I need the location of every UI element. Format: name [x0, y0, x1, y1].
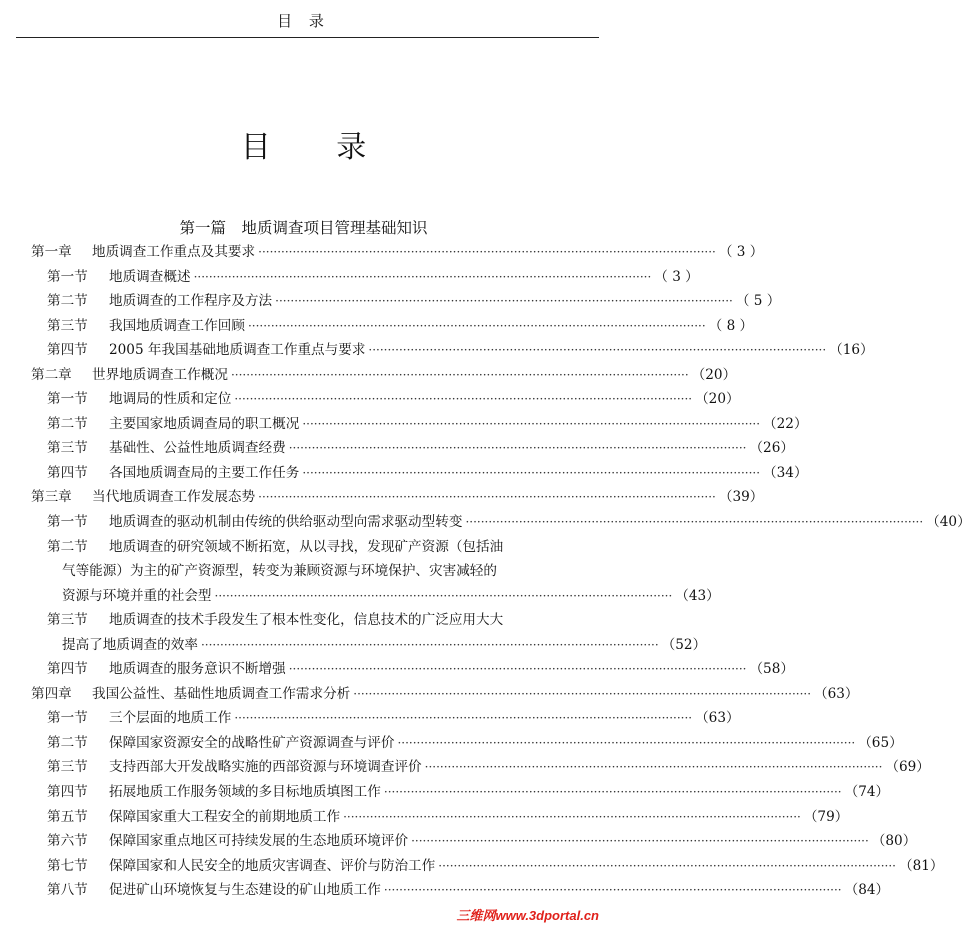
toc-entry-number: 第四节: [47, 464, 88, 481]
header-rule: [16, 37, 599, 38]
toc-line: [0, 682, 859, 707]
toc-entry-number: 第二节: [47, 734, 88, 751]
dot-leader: [289, 436, 747, 461]
toc-line: [0, 657, 794, 682]
dot-leader: [411, 829, 869, 854]
toc-section-entry: [0, 829, 917, 854]
toc-page-number: （81）: [898, 857, 944, 874]
toc-section-entry: [0, 265, 699, 290]
dot-leader: [343, 805, 801, 830]
toc-section-entry: [0, 510, 971, 535]
toc-section-entry: [0, 461, 808, 486]
toc-section-entry: [0, 289, 781, 314]
toc-chapter-entry: [0, 485, 764, 510]
toc-section-entry: [0, 535, 720, 609]
toc-line: [0, 829, 917, 854]
toc-line: [0, 461, 808, 486]
toc-entry-number: 第一节: [47, 514, 88, 531]
toc-page-number: （58）: [749, 661, 794, 678]
toc-section-entry: [0, 436, 794, 461]
toc-section-entry: [0, 314, 754, 339]
toc-page-number: （63）: [695, 710, 740, 727]
toc-entry-number: 第四节: [47, 784, 88, 801]
toc-entry-number: 第二节: [47, 293, 88, 310]
toc-entry-title: 地质调查的技术手段发生了根本性变化，信息技术的广泛应用大大: [109, 612, 504, 629]
toc-section-entry: [0, 780, 890, 805]
toc-section-entry: [0, 657, 794, 682]
toc-chapter-entry: [0, 240, 764, 265]
toc-line: [0, 436, 794, 461]
toc-page-number: （40）: [926, 514, 971, 531]
toc-page-number: （79）: [803, 808, 849, 825]
toc-entry-number: 第三章: [31, 489, 72, 506]
toc-entry-title: 保障国家和人民安全的地质灾害调查、评价与防治工作: [109, 857, 436, 874]
toc-line: [0, 854, 944, 879]
dot-leader: [231, 363, 689, 388]
toc-entry-title: 世界地质调查工作概况: [92, 366, 228, 383]
toc-line: [0, 412, 808, 437]
toc-page-number: （43）: [675, 587, 720, 604]
toc-page-number: （52）: [661, 636, 707, 653]
toc-entry-title: 基础性、公益性地质调查经费: [109, 440, 286, 457]
toc-entry-title: 地质调查的研究领域不断拓宽，从以寻找，发现矿产资源（包括油: [109, 538, 504, 555]
toc-line: [0, 314, 754, 339]
toc-entry-title: 支持西部大开发战略实施的西部资源与环境调查评价: [109, 759, 422, 776]
toc-entry-number: 第三节: [47, 759, 88, 776]
dot-leader: [275, 289, 733, 314]
toc-entry-title: 资源与环境并重的社会型: [62, 587, 212, 604]
toc-entry-number: 第七节: [47, 857, 88, 874]
dot-leader: [194, 265, 652, 290]
dot-leader: [353, 682, 811, 707]
toc-page-number: （20）: [695, 391, 740, 408]
toc-entry-title: 地质调查的工作程序及方法: [109, 293, 273, 310]
toc-entry-title: 提高了地质调查的效率: [62, 636, 198, 653]
toc-section-entry: [0, 387, 740, 412]
toc-line: [0, 584, 720, 609]
toc-section-entry: [0, 755, 930, 780]
dot-leader: [258, 240, 716, 265]
toc-section-entry: [0, 878, 890, 903]
toc-line: [0, 559, 607, 584]
toc-entry-title: 地质调查工作重点及其要求: [92, 244, 256, 260]
toc-line: [0, 805, 849, 830]
dot-leader: [234, 706, 692, 731]
toc-entry-number: 第一节: [47, 268, 88, 285]
toc-page-number: （16）: [829, 342, 874, 359]
toc-page-number: （20）: [691, 366, 737, 383]
toc-page-number: （74）: [844, 784, 890, 801]
running-header: 目 录: [277, 12, 330, 30]
dot-leader: [438, 854, 896, 879]
toc-entry-title: 地质调查概述: [109, 268, 191, 285]
toc-line: [0, 878, 890, 903]
toc-line: [0, 485, 764, 510]
toc-section-entry: [0, 805, 849, 830]
watermark: 三维网www.3dportal.cn: [456, 908, 599, 923]
toc-entry-number: 第三节: [47, 317, 88, 334]
toc-line: [0, 387, 740, 412]
toc-page-number: （34）: [763, 464, 808, 481]
toc-page-number: （65）: [858, 734, 903, 751]
toc-entry-title: 促进矿山环境恢复与生态建设的矿山地质工作: [109, 882, 381, 899]
toc-entry-title: 主要国家地质调查局的职工概况: [109, 415, 300, 432]
dot-leader: [397, 731, 855, 756]
toc-entry-title: 各国地质调查局的主要工作任务: [109, 464, 300, 481]
toc-section-entry: [0, 731, 903, 756]
toc-entry-title: 拓展地质工作服务领域的多目标地质填图工作: [109, 784, 381, 801]
table-of-contents: [0, 240, 971, 903]
toc-section-entry: [0, 338, 874, 363]
dot-leader: [425, 755, 883, 780]
toc-page-number: （39）: [718, 489, 764, 506]
dot-leader: [302, 461, 760, 486]
dot-leader: [368, 338, 826, 363]
toc-line: [0, 633, 707, 658]
toc-entry-number: 第八节: [47, 882, 88, 899]
toc-entry-number: 第一节: [47, 710, 88, 727]
toc-line: [0, 755, 930, 780]
toc-line: [0, 706, 740, 731]
toc-entry-title: 三个层面的地质工作: [109, 710, 232, 727]
dot-leader: [384, 780, 842, 805]
dot-leader: [248, 314, 706, 339]
toc-entry-number: 第一章: [31, 244, 72, 260]
toc-line: [0, 731, 903, 756]
toc-entry-title: 地调局的性质和定位: [109, 391, 232, 408]
dot-leader: [289, 657, 747, 682]
toc-entry-number: 第三节: [47, 440, 88, 457]
toc-page-number: （ 8 ）: [708, 317, 754, 334]
toc-entry-number: 第六节: [47, 833, 88, 850]
toc-line: [0, 240, 764, 265]
toc-page-number: （ 5 ）: [735, 293, 781, 310]
toc-line: [0, 289, 781, 314]
toc-entry-title: 我国公益性、基础性地质调查工作需求分析: [92, 685, 351, 702]
toc-line: [0, 510, 971, 535]
toc-line: [0, 535, 607, 560]
dot-leader: [234, 387, 692, 412]
toc-entry-number: 第二章: [31, 366, 72, 383]
toc-chapter-entry: [0, 363, 737, 388]
toc-line: [0, 265, 699, 290]
toc-page-number: （26）: [749, 440, 794, 457]
toc-entry-number: 第四节: [47, 342, 88, 359]
toc-chapter-entry: [0, 682, 859, 707]
toc-section-entry: [0, 608, 707, 657]
toc-entry-title: 地质调查的驱动机制由传统的供给驱动型向需求驱动型转变: [109, 514, 463, 531]
dot-leader: [384, 878, 842, 903]
toc-entry-title: 保障国家重大工程安全的前期地质工作: [109, 808, 341, 825]
dot-leader: [201, 633, 659, 658]
toc-section-entry: [0, 854, 944, 879]
toc-page-number: （84）: [844, 882, 890, 899]
toc-page-number: （ 3 ）: [654, 268, 699, 285]
toc-line: [0, 780, 890, 805]
toc-entry-title: 我国地质调查工作回顾: [109, 317, 245, 334]
toc-line: [0, 363, 737, 388]
part-title: 第一篇 地质调查项目管理基础知识: [179, 219, 428, 237]
toc-entry-title: 气等能源）为主的矿产资源型，转变为兼顾资源与环境保护、灾害减轻的: [62, 563, 497, 580]
toc-page-number: （22）: [763, 415, 808, 432]
toc-entry-title: 2005 年我国基础地质调查工作重点与要求: [109, 342, 366, 359]
toc-entry-number: 第三节: [47, 612, 88, 629]
toc-entry-title: 当代地质调查工作发展态势: [92, 489, 256, 506]
page-title: 目 录: [240, 130, 395, 165]
toc-page-number: （80）: [871, 833, 917, 850]
toc-line: [0, 608, 607, 633]
dot-leader: [215, 584, 673, 609]
toc-entry-number: 第一节: [47, 391, 88, 408]
toc-page-number: （63）: [814, 685, 859, 702]
toc-entry-title: 保障国家重点地区可持续发展的生态地质环境评价: [109, 833, 409, 850]
dot-leader: [465, 510, 923, 535]
toc-entry-number: 第五节: [47, 808, 88, 825]
toc-entry-number: 第二节: [47, 415, 88, 432]
toc-entry-number: 第四节: [47, 661, 88, 678]
toc-section-entry: [0, 412, 808, 437]
toc-page-number: （ 3 ）: [718, 244, 764, 260]
dot-leader: [258, 485, 716, 510]
toc-line: [0, 338, 874, 363]
toc-entry-number: 第四章: [31, 685, 72, 702]
toc-entry-title: 地质调查的服务意识不断增强: [109, 661, 286, 678]
toc-entry-number: 第二节: [47, 538, 88, 555]
dot-leader: [302, 412, 760, 437]
toc-page-number: （69）: [885, 759, 930, 776]
toc-entry-title: 保障国家资源安全的战略性矿产资源调查与评价: [109, 734, 395, 751]
toc-section-entry: [0, 706, 740, 731]
